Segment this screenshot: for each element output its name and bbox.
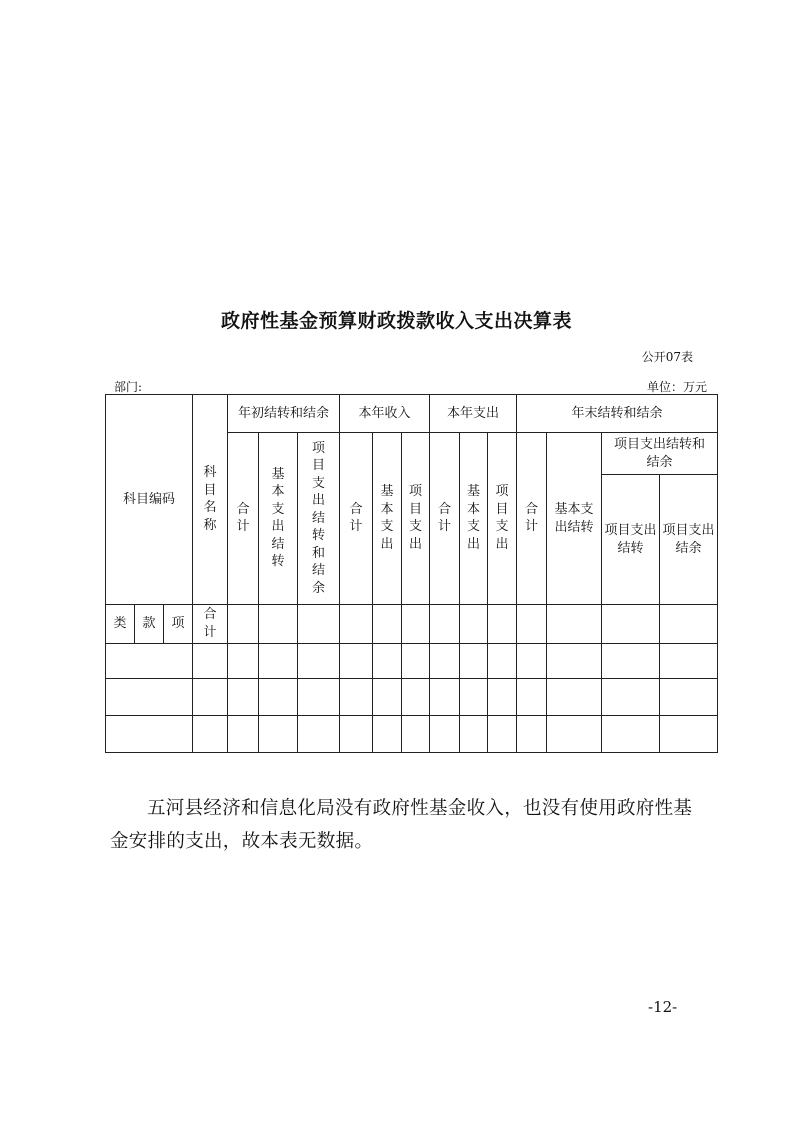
table-cell [602,605,660,644]
table-cell [517,644,547,679]
table-cell [660,679,718,716]
table-cell [340,605,373,644]
header-expense-project: 项目支出 [488,433,517,605]
table-cell [517,679,547,716]
header-begin-balance: 年初结转和结余 [228,395,340,433]
table-cell [460,679,488,716]
header-income-basic: 基本支出 [373,433,402,605]
explanation-note: 五河县经济和信息化局没有政府性基金收入，也没有使用政府性基金安排的支出，故本表无数据。 [110,798,693,852]
table-cell [373,644,402,679]
table-row [106,644,718,679]
table-cell [402,716,430,753]
header-item: 项 [164,605,193,644]
table-cell [602,679,660,716]
table-cell [430,679,460,716]
table-cell [602,644,660,679]
table-cell [660,716,718,753]
header-end-project-balance: 项目支出结余 [660,475,718,605]
header-income-project: 项目支出 [402,433,430,605]
table-cell [460,605,488,644]
table-cell [298,644,340,679]
table-cell [228,644,259,679]
table-cell [259,605,298,644]
header-begin-total: 合计 [228,433,259,605]
page-number: -12- [648,998,678,1016]
unit-label: 单位：万元 [646,380,707,394]
table-cell [228,605,259,644]
table-cell [460,716,488,753]
table-cell [402,679,430,716]
table-cell [193,679,228,716]
table-cell [488,716,517,753]
table-cell [602,716,660,753]
table-cell [228,679,259,716]
table-cell [547,716,602,753]
table-cell [547,605,602,644]
header-end-project-carry: 项目支出结转 [602,475,660,605]
table-cell [259,679,298,716]
table-cell [430,716,460,753]
header-end-balance: 年末结转和结余 [517,395,718,433]
table-cell [228,716,259,753]
header-income-total: 合计 [340,433,373,605]
header-expense: 本年支出 [430,395,517,433]
table-cell [517,605,547,644]
table-cell [259,716,298,753]
header-section: 款 [135,605,164,644]
header-income: 本年收入 [340,395,430,433]
header-begin-basic-carry: 基本支出结转 [259,433,298,605]
table-cell [517,716,547,753]
table-cell [106,644,193,679]
table-cell [488,644,517,679]
table-cell [660,605,718,644]
table-cell [402,605,430,644]
table-cell [298,716,340,753]
table-cell [298,679,340,716]
table-cell [106,716,193,753]
table-cell [193,716,228,753]
header-row-total: 合计 [193,605,228,644]
table-cell [547,644,602,679]
table-row [106,679,718,716]
table-cell [430,605,460,644]
table-cell [106,679,193,716]
header-subject-name: 科目名称 [193,395,228,605]
header-begin-project-carry-balance: 项目支出结转和结余 [298,433,340,605]
table-cell [298,605,340,644]
table-cell [193,644,228,679]
budget-table [105,394,718,753]
table-cell [488,679,517,716]
header-subject-code: 科目编码 [106,395,193,605]
table-code: 公开07表 [641,350,693,364]
table-cell [373,605,402,644]
header-expense-total: 合计 [430,433,460,605]
header-end-total: 合计 [517,433,547,605]
table-cell [340,716,373,753]
header-expense-basic: 基本支出 [460,433,488,605]
department-label: 部门: [114,380,143,394]
header-end-project-group: 项目支出结转和结余 [602,433,718,475]
header-end-basic-carry: 基本支出结转 [547,433,602,605]
table-cell [259,644,298,679]
table-cell [660,644,718,679]
table-cell [547,679,602,716]
table-cell [340,679,373,716]
table-row [106,716,718,753]
table-cell [488,605,517,644]
table-cell [402,644,430,679]
table-cell [373,679,402,716]
page-title: 政府性基金预算财政拨款收入支出决算表 [220,310,572,332]
table-cell [340,644,373,679]
table-cell [460,644,488,679]
table-cell [430,644,460,679]
table-cell [373,716,402,753]
header-class: 类 [106,605,135,644]
